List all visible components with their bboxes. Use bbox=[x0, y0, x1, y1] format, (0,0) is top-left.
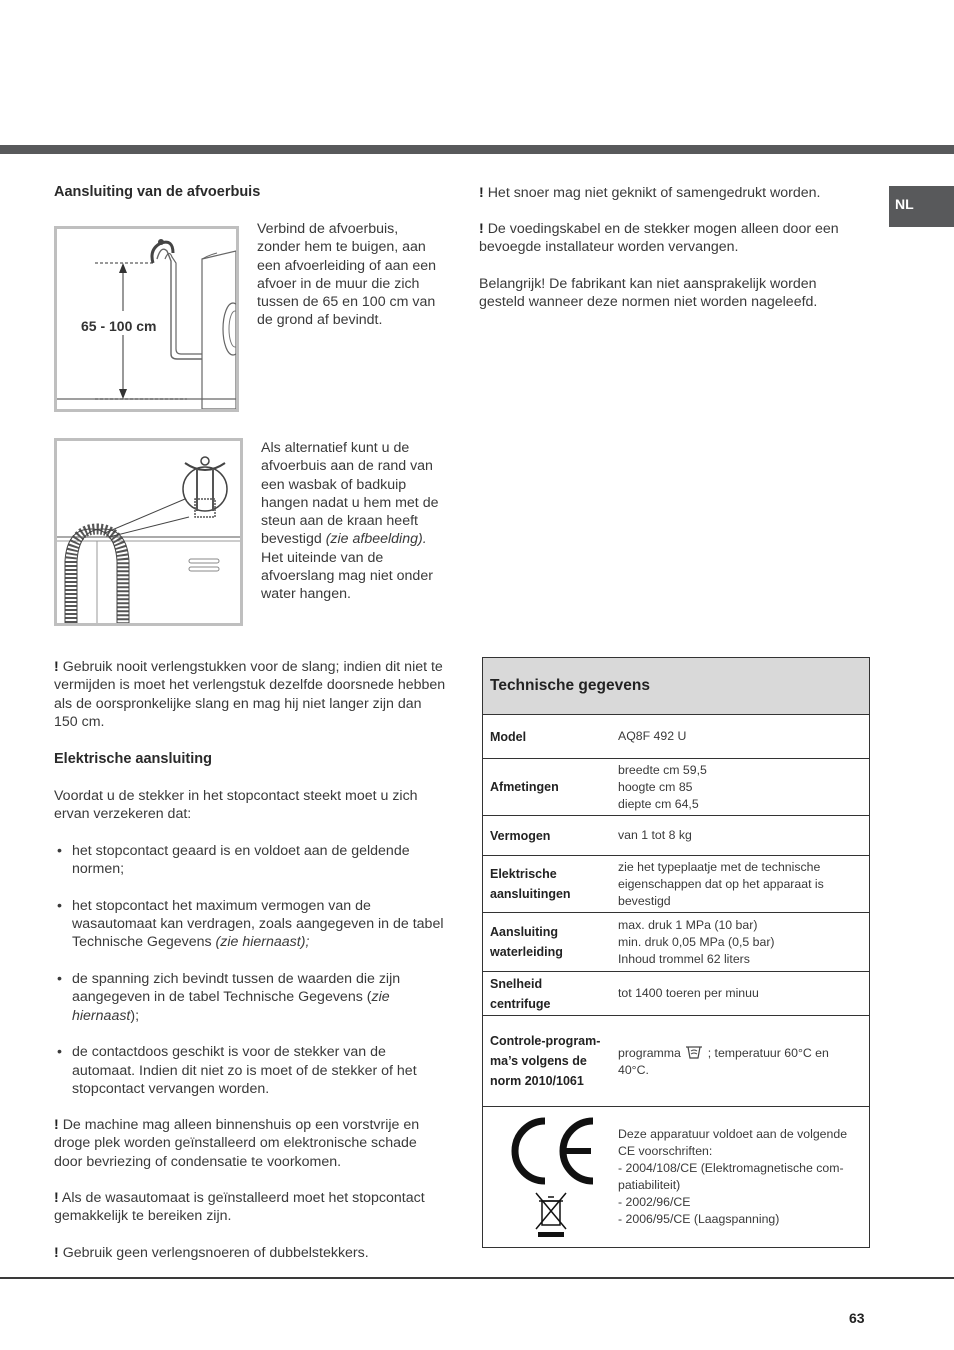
warning-no-extension: ! Gebruik geen verlengsnoeren of dubbelstekkers. bbox=[54, 1245, 369, 1261]
row-label: Aansluiting waterleiding bbox=[490, 925, 563, 959]
drain-text-2a: Als alternatief kunt u de afvoerbuis aan de rand van een wasbak of badkuip hangen nadat u hem met de steun aan de kraan heeft bevestigd bbox=[261, 440, 439, 548]
table-row bbox=[483, 972, 869, 1016]
drain-height-figure bbox=[54, 226, 239, 412]
header-bar bbox=[0, 145, 954, 154]
warning-mark: ! bbox=[54, 1117, 59, 1133]
warning-extension bbox=[54, 658, 446, 731]
drain-text-2b: Het uiteinde van de afvoerslang mag niet onder water hangen. bbox=[261, 549, 433, 603]
bullet: • bbox=[57, 897, 62, 914]
row-value: zie het typeplaatje met de technische eigenschappen dat op het apparaat is bevestigd bbox=[618, 859, 824, 908]
warning-cable-replace: ! De voedingskabel en de stekker mogen alleen door een bevoegde installateur worden vervangen. bbox=[479, 221, 839, 256]
list-item: • de contactdoos geschikt is voor de stekker van de automaat. Indien dit niet zo is moet of de stekker of het stopcontact vervangen worden. bbox=[57, 1044, 417, 1097]
electrical-intro: Voordat u de stekker in het stopcontact steekt moet u zich ervan verzekeren dat: bbox=[54, 788, 418, 823]
row-value: van 1 tot 8 kg bbox=[618, 828, 692, 842]
drain-text-2 bbox=[261, 439, 443, 604]
table-row bbox=[483, 715, 869, 759]
table-row bbox=[483, 816, 869, 856]
row-label: Elektrische aansluitingen bbox=[490, 867, 571, 901]
row-value: programma ; temperatuur 60°C en 40°C. bbox=[618, 1045, 829, 1077]
row-value: tot 1400 toeren per minuu bbox=[618, 986, 759, 1000]
spec-table bbox=[482, 657, 870, 1248]
warning-mark: ! bbox=[54, 1245, 59, 1261]
drain-sink-figure bbox=[54, 438, 243, 626]
ce-mark-icon bbox=[503, 1115, 599, 1187]
bullet: • bbox=[57, 1044, 62, 1061]
warning-mark: ! bbox=[479, 185, 484, 201]
warning-mark: ! bbox=[54, 659, 59, 675]
height-label: 65 - 100 cm bbox=[81, 318, 157, 334]
warning-mark: ! bbox=[54, 1190, 59, 1206]
warning-cord: ! Het snoer mag niet geknikt of samengedrukt worden. bbox=[479, 185, 821, 201]
row-value: max. druk 1 MPa (10 bar) min. druk 0,05 MPa (0,5 bar) Inhoud trommel 62 liters bbox=[618, 917, 775, 966]
row-value: breedte cm 59,5 hoogte cm 85 diepte cm 64,5 bbox=[618, 762, 707, 811]
page-number: 63 bbox=[849, 1310, 865, 1326]
drain-text-2-italic: (zie afbeelding). bbox=[325, 531, 427, 548]
crossed-bin-icon bbox=[534, 1191, 568, 1239]
important-note: Belangrijk! De fabrikant kan niet aansprakelijk worden gesteld wanneer deze normen niet worden nageleefd. bbox=[479, 276, 818, 311]
table-row bbox=[483, 1016, 869, 1107]
drain-heading: Aansluiting van de afvoerbuis bbox=[54, 184, 261, 200]
table-row bbox=[483, 913, 869, 972]
bullet: • bbox=[57, 971, 62, 988]
row-label: Vermogen bbox=[490, 828, 551, 843]
row-label: Controle-program- ma’s volgens de norm 2010/1061 bbox=[490, 1034, 601, 1088]
drain-sink-illustration bbox=[57, 441, 240, 623]
warning-socket-access: ! Als de wasautomaat is geïnstalleerd moet het stopcontact gemakkelijk te bereiken zijn. bbox=[54, 1190, 425, 1225]
row-label: Snelheid centrifuge bbox=[490, 976, 551, 1011]
list-item: • het stopcontact geaard is en voldoet aan de geldende normen; bbox=[57, 843, 410, 878]
table-row bbox=[483, 856, 869, 913]
warning-mark: ! bbox=[479, 221, 484, 237]
language-tab: NL bbox=[889, 186, 954, 227]
wash-program-icon bbox=[684, 1044, 704, 1060]
bullet: • bbox=[57, 843, 62, 859]
electrical-heading: Elektrische aansluiting bbox=[54, 751, 212, 767]
list-item: • de spanning zich bevindt tussen de waarden die zijn aangegeven in de tabel Technische Gegevens (zie hiernaast); bbox=[57, 971, 401, 1024]
drain-text-1: Verbind de afvoerbuis, zonder hem te buigen, aan een afvoerleiding of aan een afvoer in de muur die zich tussen de 65 en 100 cm van de grond af bevindt. bbox=[257, 221, 437, 329]
row-label: Model bbox=[490, 729, 527, 744]
electrical-checklist bbox=[54, 842, 444, 1116]
row-value: AQ8F 492 U bbox=[618, 729, 687, 743]
table-row bbox=[483, 1107, 869, 1247]
row-label: Afmetingen bbox=[490, 780, 559, 794]
warning-extension-text: Gebruik nooit verlengstukken voor de slang; indien dit niet te vermijden is moet het verlengstuk dezelfde doorsnede hebben als de oorspronkelijke slang en mag hij niet langer zijn dan 150 cm. bbox=[54, 659, 446, 730]
footer-line bbox=[0, 1277, 954, 1279]
list-item: • het stopcontact het maximum vermogen van de wasautomaat kan verdragen, zoals aangegeven in de tabel Technische Gegevens (zie hiernaast); bbox=[57, 897, 444, 951]
row-value: Deze apparatuur voldoet aan de volgende CE voorschriften: - 2004/108/CE (Elektromagnetische com-patiabiliteit) - 2002/96/CE - 2006/95/CE (Laagspanning) bbox=[618, 1127, 848, 1226]
spec-table-title: Technische gegevens bbox=[483, 658, 869, 715]
ce-marks bbox=[483, 1107, 618, 1247]
table-row bbox=[483, 759, 869, 816]
warning-indoor: ! De machine mag alleen binnenshuis op een vorstvrije en droge plek worden geïnstalleerd om elektronische schade door bevriezing of condensatie te voorkomen. bbox=[54, 1117, 420, 1170]
